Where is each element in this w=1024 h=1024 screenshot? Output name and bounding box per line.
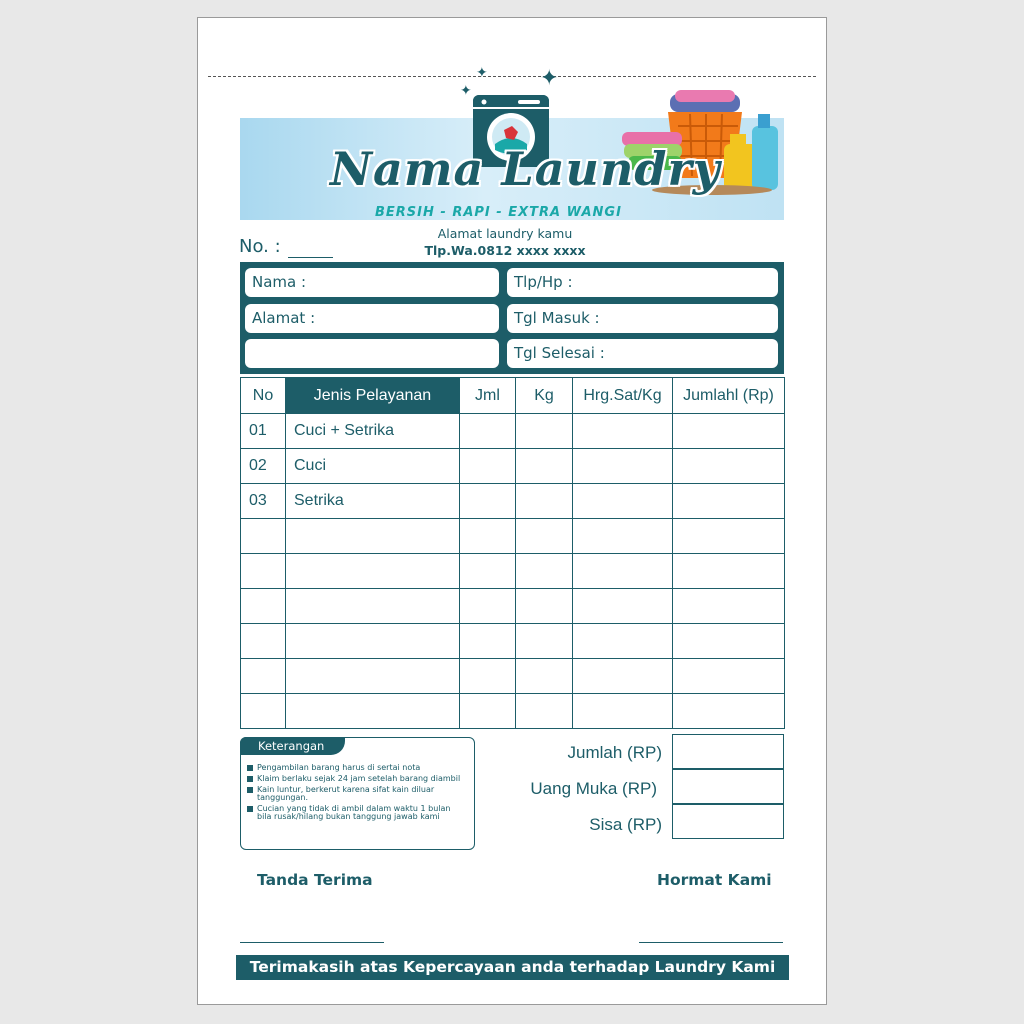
service-name: Setrika	[286, 484, 460, 519]
total-amount-box[interactable]	[672, 734, 784, 769]
kg-cell[interactable]	[516, 589, 573, 624]
notes-list	[247, 764, 462, 824]
table-row	[241, 449, 785, 484]
qty-cell[interactable]	[460, 694, 516, 729]
receipt-number-line[interactable]	[288, 257, 333, 258]
name-field[interactable]: Nama :	[245, 268, 499, 297]
price-cell[interactable]	[573, 659, 673, 694]
row-number[interactable]	[241, 589, 286, 624]
service-name[interactable]	[286, 659, 460, 694]
total-cell[interactable]	[673, 694, 785, 729]
service-name: Cuci + Setrika	[286, 414, 460, 449]
address-text: Alamat laundry kamu	[437, 226, 573, 241]
total-cell[interactable]	[673, 484, 785, 519]
balance-label: Sisa (RP)	[589, 815, 662, 834]
address-field-continued[interactable]	[245, 339, 499, 368]
note-item: Pengambilan barang harus di sertai nota	[247, 764, 462, 772]
price-cell[interactable]	[573, 484, 673, 519]
total-cell[interactable]	[673, 659, 785, 694]
row-number: 02	[241, 449, 286, 484]
col-header-unit-price: Hrg.Sat/Kg	[573, 378, 673, 414]
service-name[interactable]	[286, 519, 460, 554]
price-cell[interactable]	[573, 554, 673, 589]
regards-signature-line[interactable]	[639, 942, 783, 943]
row-number: 03	[241, 484, 286, 519]
price-cell[interactable]	[573, 624, 673, 659]
table-header-row	[241, 378, 785, 414]
total-cell[interactable]	[673, 624, 785, 659]
price-cell[interactable]	[573, 519, 673, 554]
down-payment-box[interactable]	[672, 769, 784, 804]
service-name[interactable]	[286, 624, 460, 659]
row-number[interactable]	[241, 694, 286, 729]
kg-cell[interactable]	[516, 519, 573, 554]
notes-title: Keterangan	[240, 737, 345, 755]
service-name[interactable]	[286, 554, 460, 589]
service-name[interactable]	[286, 694, 460, 729]
qty-cell[interactable]	[460, 589, 516, 624]
table-row	[241, 414, 785, 449]
date-in-field[interactable]: Tgl Masuk :	[507, 304, 778, 333]
kg-cell[interactable]	[516, 694, 573, 729]
price-cell[interactable]	[573, 694, 673, 729]
note-item: Cucian yang tidak di ambil dalam waktu 1 bulan bila rusak/hilang bukan tanggung jawab kami	[247, 805, 462, 821]
table-row	[241, 554, 785, 589]
price-cell[interactable]	[573, 414, 673, 449]
service-name: Cuci	[286, 449, 460, 484]
brand-name: Nama Laundry	[330, 142, 721, 196]
total-cell[interactable]	[673, 414, 785, 449]
sparkle-icon: ✦	[460, 83, 472, 99]
table-row	[241, 589, 785, 624]
qty-cell[interactable]	[460, 484, 516, 519]
col-header-kg: Kg	[516, 378, 573, 414]
balance-box[interactable]	[672, 804, 784, 839]
receipt-number-label: No. :	[239, 236, 281, 257]
sparkle-icon: ✦	[476, 65, 488, 81]
total-cell[interactable]	[673, 589, 785, 624]
kg-cell[interactable]	[516, 624, 573, 659]
col-header-service: Jenis Pelayanan	[286, 378, 460, 414]
col-header-qty: Jml	[460, 378, 516, 414]
tagline: BERSIH - RAPI - EXTRA WANGI	[375, 205, 622, 220]
table-row	[241, 659, 785, 694]
kg-cell[interactable]	[516, 659, 573, 694]
col-header-total: Jumlahl (Rp)	[673, 378, 785, 414]
row-number: 01	[241, 414, 286, 449]
table-row	[241, 519, 785, 554]
price-cell[interactable]	[573, 449, 673, 484]
kg-cell[interactable]	[516, 449, 573, 484]
col-header-no: No	[241, 378, 286, 414]
qty-cell[interactable]	[460, 449, 516, 484]
phone-text: Tlp.Wa.0812 xxxx xxxx	[424, 243, 586, 258]
price-cell[interactable]	[573, 589, 673, 624]
received-by-label: Tanda Terima	[257, 871, 373, 889]
service-table	[240, 377, 785, 729]
kg-cell[interactable]	[516, 484, 573, 519]
qty-cell[interactable]	[460, 624, 516, 659]
address-field[interactable]: Alamat :	[245, 304, 499, 333]
qty-cell[interactable]	[460, 554, 516, 589]
regards-label: Hormat Kami	[657, 871, 772, 889]
total-cell[interactable]	[673, 449, 785, 484]
received-signature-line[interactable]	[240, 942, 384, 943]
sparkle-icon: ✦	[540, 66, 559, 91]
phone-field[interactable]: Tlp/Hp :	[507, 268, 778, 297]
table-row	[241, 624, 785, 659]
footer-thank-you: Terimakasih atas Kepercayaan anda terhadap Laundry Kami	[236, 955, 789, 980]
total-cell[interactable]	[673, 519, 785, 554]
table-row	[241, 694, 785, 729]
cut-line	[208, 76, 816, 77]
date-out-field[interactable]: Tgl Selesai :	[507, 339, 778, 368]
row-number[interactable]	[241, 519, 286, 554]
qty-cell[interactable]	[460, 659, 516, 694]
row-number[interactable]	[241, 659, 286, 694]
row-number[interactable]	[241, 554, 286, 589]
total-cell[interactable]	[673, 554, 785, 589]
kg-cell[interactable]	[516, 414, 573, 449]
note-item: Klaim berlaku sejak 24 jam setelah barang diambil	[247, 775, 462, 783]
service-name[interactable]	[286, 589, 460, 624]
total-label: Jumlah (RP)	[567, 743, 662, 762]
qty-cell[interactable]	[460, 519, 516, 554]
row-number[interactable]	[241, 624, 286, 659]
table-row	[241, 484, 785, 519]
note-item: Kain luntur, berkerut karena sifat kain diluar tanggungan.	[247, 786, 462, 802]
kg-cell[interactable]	[516, 554, 573, 589]
down-payment-label: Uang Muka (RP)	[530, 779, 657, 798]
qty-cell[interactable]	[460, 414, 516, 449]
